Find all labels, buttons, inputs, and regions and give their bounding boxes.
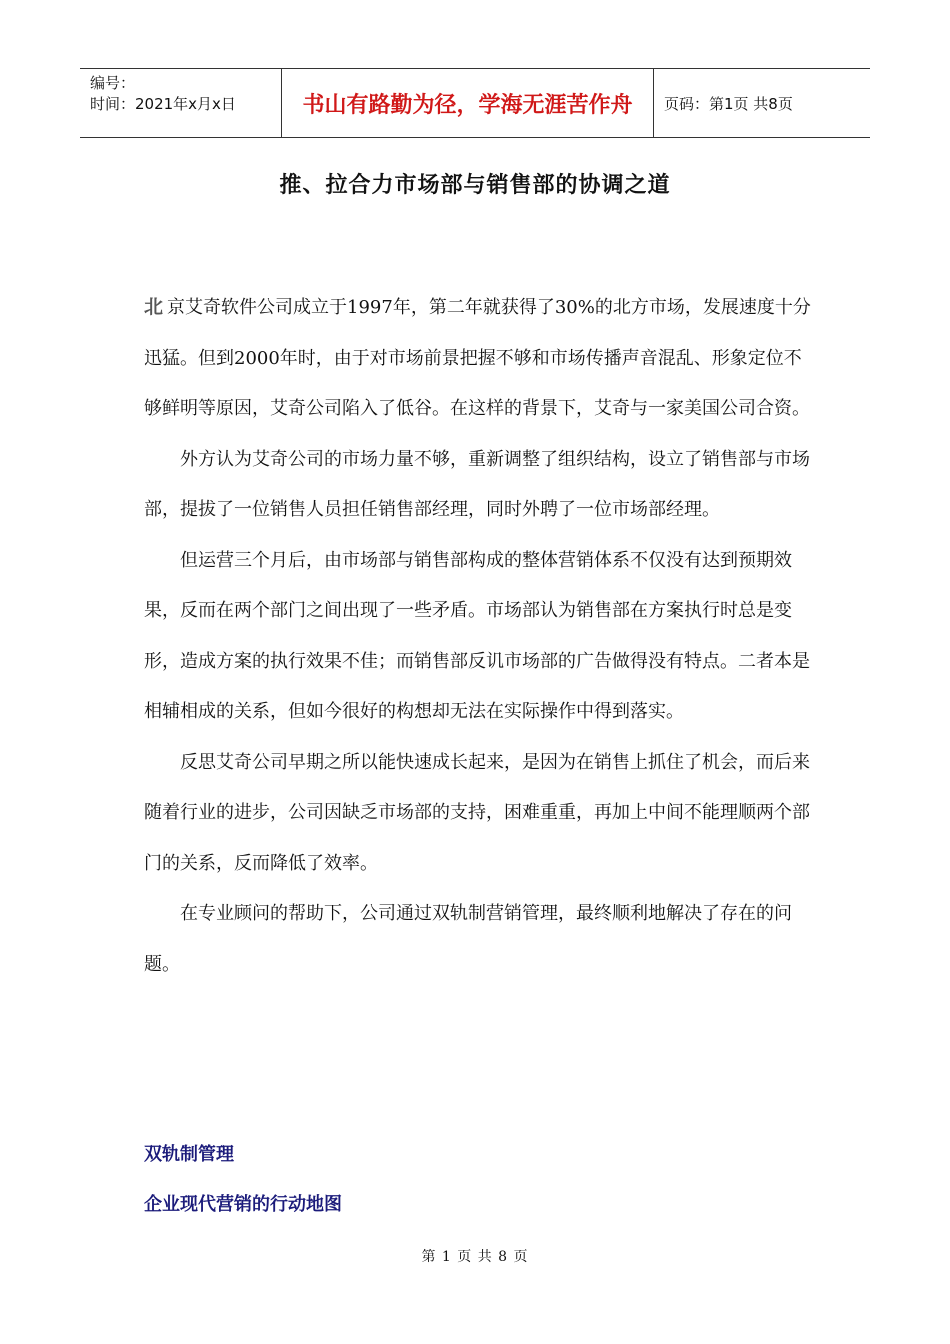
- dropcap: 北: [144, 296, 164, 318]
- document-header-table: [80, 68, 870, 138]
- paragraph-2: 外方认为艾奇公司的市场力量不够，重新调整了组织结构，设立了销售部与市场部，提拔了一位销售人员担任销售部经理，同时外聘了一位市场部经理。: [144, 448, 810, 520]
- section-heading-dual-track: 双轨制管理: [144, 1144, 234, 1165]
- section-heading-action-map: 企业现代营销的行动地图: [144, 1194, 342, 1215]
- page-footer: 第 1 页 共 8 页: [421, 1249, 529, 1265]
- document-title: 推、拉合力市场部与销售部的协调之道: [279, 172, 671, 198]
- header-meta-cell: [80, 69, 281, 137]
- paragraph-3: 但运营三个月后，由市场部与销售部构成的整体营销体系不仅没有达到预期效果，反而在两个部门之间出现了一些矛盾。市场部认为销售部在方案执行时总是变形，造成方案的执行效果不佳；而销售部反讥市场部的广告做得没有特点。二者本是相辅相成的关系，但如今很好的构想却无法在实际操作中得到落实。: [144, 549, 810, 722]
- paragraph-4: 反思艾奇公司早期之所以能快速成长起来，是因为在销售上抓住了机会，而后来随着行业的进步，公司因缺乏市场部的支持，困难重重，再加上中间不能理顺两个部门的关系，反而降低了效率。: [144, 751, 810, 874]
- paragraph-1-text: 京艾奇软件公司成立于1997年，第二年就获得了30%的北方市场，发展速度十分迅猛。但到2000年时，由于对市场前景把握不够和市场传播声音混乱、形象定位不够鲜明等原因，艾奇公司陷入了低谷。在这样的背景下，艾奇与一家美国公司合资。: [144, 297, 811, 419]
- header-time-label: 时间：2021年x月x日: [90, 95, 236, 113]
- paragraph-1: [144, 282, 816, 435]
- header-page-info: 页码：第1页 共8页: [664, 94, 793, 113]
- header-code-label: 编号：: [90, 74, 136, 92]
- document-body: [144, 282, 816, 990]
- header-motto: 书山有路勤为径，学海无涯苦作舟: [281, 69, 654, 137]
- paragraph-5: 在专业顾问的帮助下，公司通过双轨制营销管理，最终顺利地解决了存在的问题。: [144, 903, 792, 975]
